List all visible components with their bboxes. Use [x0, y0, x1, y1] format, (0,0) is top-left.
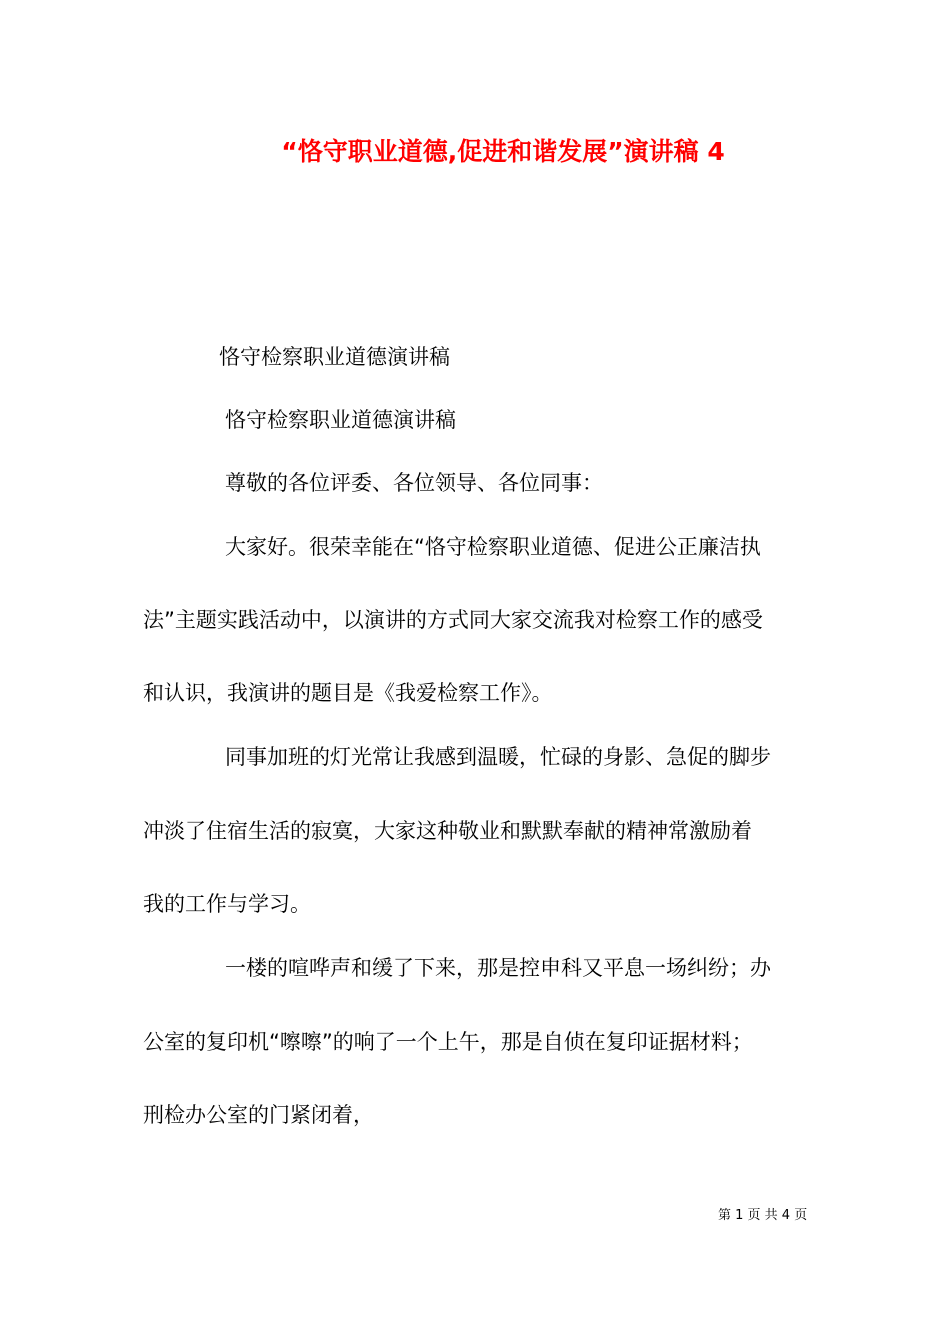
- paragraph-line: 一楼的喧哗声和缓了下来，那是控申科又平息一场纠纷；办: [225, 956, 771, 980]
- paragraph-line: 冲淡了住宿生活的寂寞，大家这种敬业和默默奉献的精神常激励着: [143, 819, 752, 843]
- paragraph-line: 和认识，我演讲的题目是《我爱检察工作》。: [143, 681, 553, 705]
- paragraph-line: 法”主题实践活动中，以演讲的方式同大家交流我对检察工作的感受: [143, 608, 763, 632]
- document-title: “恪守职业道德,促进和谐发展”演讲稿 4: [281, 137, 725, 166]
- subheading-line: 恪守检察职业道德演讲稿: [225, 408, 456, 432]
- heading-line: 恪守检察职业道德演讲稿: [219, 345, 450, 369]
- paragraph-line: 刑检办公室的门紧闭着，: [143, 1103, 374, 1127]
- paragraph-line: 公室的复印机“嚓嚓”的响了一个上午，那是自侦在复印证据材料；: [143, 1030, 753, 1054]
- paragraph-line: 我的工作与学习。: [143, 892, 311, 916]
- page-footer: 第 1 页 共 4 页: [718, 1208, 808, 1223]
- paragraph-line: 大家好。很荣幸能在“恪守检察职业道德、促进公正廉洁执: [225, 535, 761, 559]
- paragraph-line: 同事加班的灯光常让我感到温暖，忙碌的身影、急促的脚步: [225, 745, 771, 769]
- salutation-line: 尊敬的各位评委、各位领导、各位同事：: [225, 471, 603, 495]
